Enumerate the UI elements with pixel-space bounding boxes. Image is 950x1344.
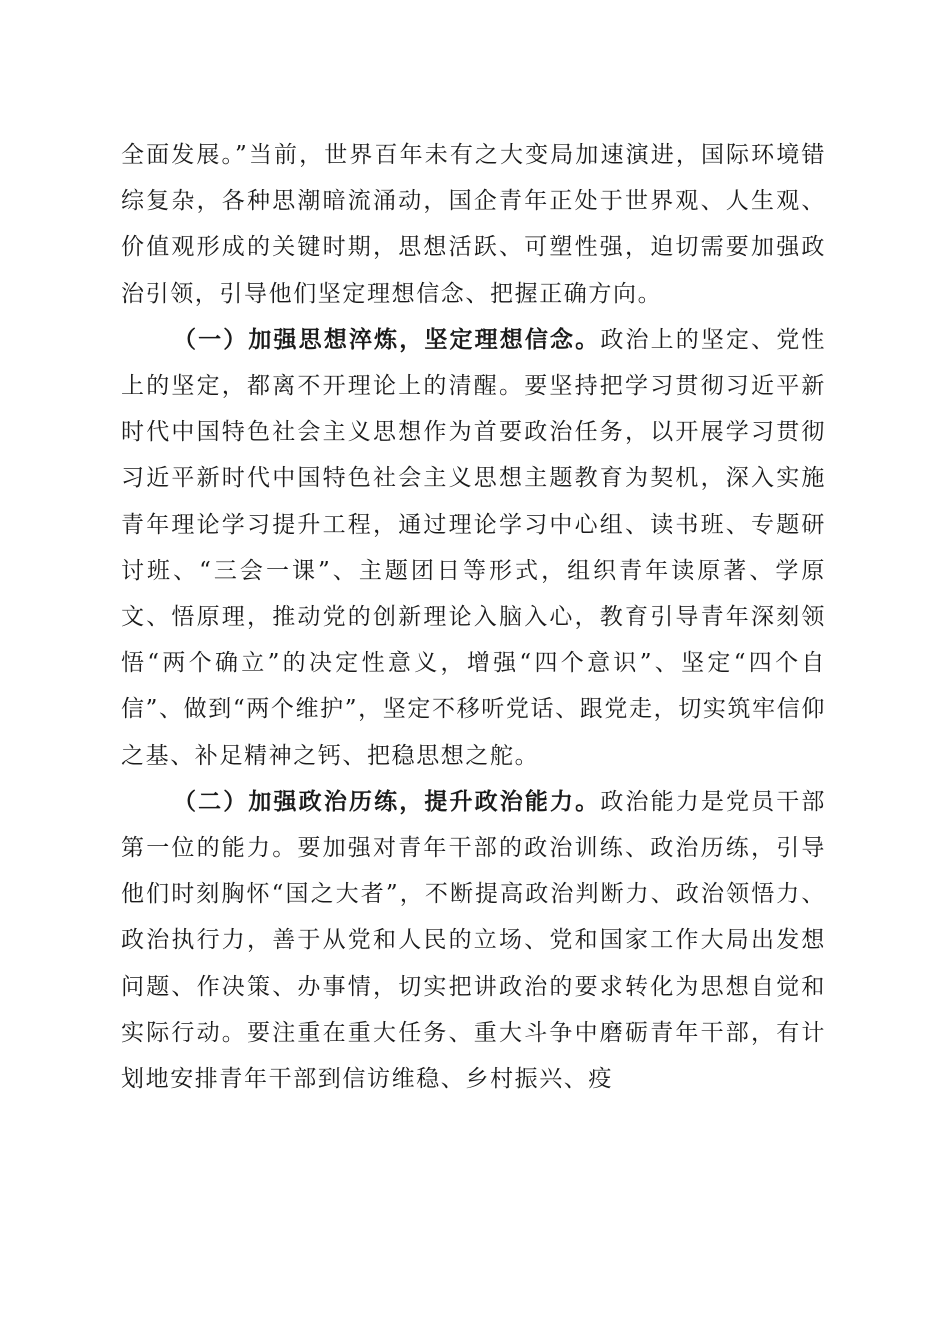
section-heading: （二）加强政治历练，提升政治能力。 [173, 787, 601, 815]
paragraph-intro [121, 132, 826, 317]
document-body [121, 132, 826, 1102]
paragraph-text: 政治能力是党员干部第一位的能力。要加强对青年干部的政治训练、政治历练，引导他们时刻胸怀“国之大者”，不断提高政治判断力、政治领悟力、政治执行力，善于从党和人民的立场、党和国家工作大局出发想问题、作决策、办事情，切实把讲政治的要求转化为思想自觉和实际行动。要注重在重大任务、重大斗争中磨砺青年干部，有计划地安排青年干部到信访维稳、乡村振兴、疫 [121, 788, 826, 1093]
paragraph-text: 全面发展。”当前，世界百年未有之大变局加速演进，国际环境错综复杂，各种思潮暗流涌动，国企青年正处于世界观、人生观、价值观形成的关键时期，思想活跃、可塑性强，迫切需要加强政治引领，引导他们坚定理想信念、把握正确方向。 [121, 142, 826, 307]
paragraph-section-1 [121, 317, 826, 779]
paragraph-text: 政治上的坚定、党性上的坚定，都离不开理论上的清醒。要坚持把学习贯彻习近平新时代中国特色社会主义思想作为首要政治任务，以开展学习贯彻习近平新时代中国特色社会主义思想主题教育为契机，深入实施青年理论学习提升工程，通过理论学习中心组、读书班、专题研讨班、“三会一课”、主题团日等形式，组织青年读原著、学原文、悟原理，推动党的创新理论入脑入心，教育引导青年深刻领悟“两个确立”的决定性意义，增强“四个意识”、坚定“四个自信”、做到“两个维护”，坚定不移听党话、跟党走，切实筑牢信仰之基、补足精神之钙、把稳思想之舵。 [121, 326, 826, 769]
paragraph-section-2 [121, 779, 826, 1102]
section-heading: （一）加强思想淬炼，坚定理想信念。 [173, 325, 601, 353]
